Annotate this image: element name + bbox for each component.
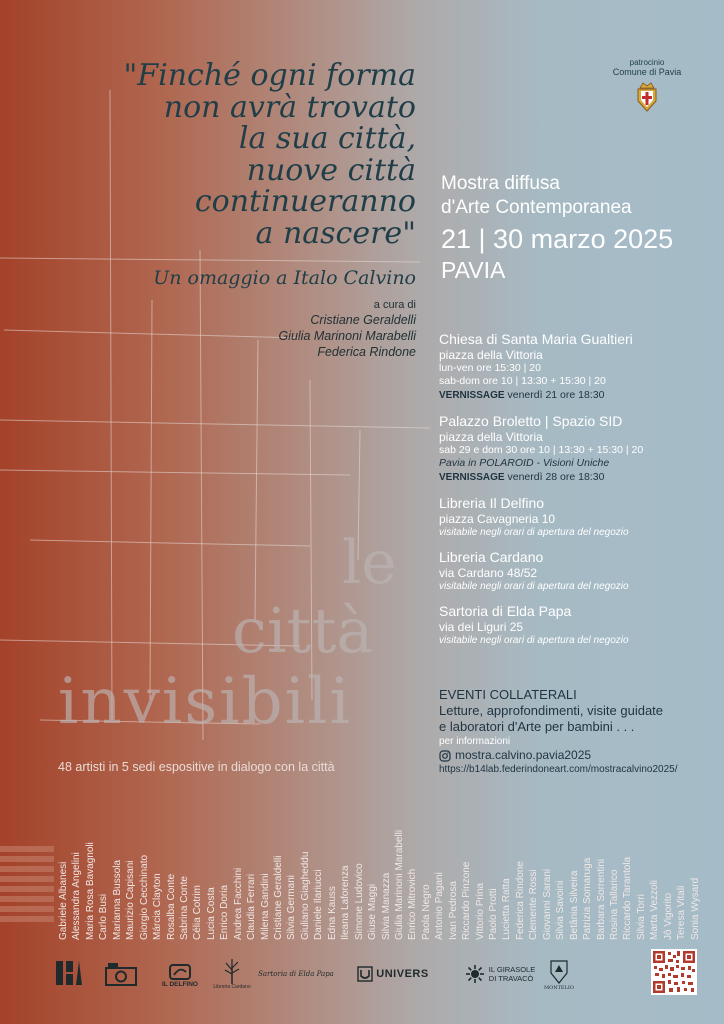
tagline: 48 artisti in 5 sedi espositive in dialogo con la città bbox=[58, 760, 335, 774]
artist-name: Paolo Protti bbox=[488, 888, 499, 940]
artist-name: Silvia Germani bbox=[286, 874, 298, 940]
artist-item bbox=[688, 812, 701, 940]
quote-block bbox=[16, 60, 416, 249]
venue-note: visitabile negli orari di apertura del negozio bbox=[439, 527, 629, 538]
artist-item bbox=[634, 812, 647, 940]
artist-name: Giovanni Sarani bbox=[541, 868, 553, 940]
sunflower-icon bbox=[465, 964, 485, 984]
artist-item bbox=[298, 812, 311, 940]
artist-name: Rosalba Conte bbox=[165, 873, 177, 940]
patronage-name: Comune di Pavia bbox=[612, 67, 682, 77]
artist-name: Paola Negro bbox=[420, 884, 432, 940]
artist-item bbox=[607, 812, 620, 940]
event-dates: 21 | 30 marzo 2025 bbox=[441, 224, 674, 254]
artist-name: Marianna Bussola bbox=[111, 859, 123, 940]
website-link[interactable]: https://b14lab.federindoneart.com/mostracalvino2025/ bbox=[439, 764, 678, 775]
artist-name: Marta Vezzoli bbox=[649, 879, 661, 940]
artist-item bbox=[150, 812, 163, 940]
vernissage-label: VERNISSAGE bbox=[439, 472, 505, 483]
quote-line: "Finché ogni forma bbox=[123, 58, 416, 93]
artist-name: Giuliano Giagheddu bbox=[299, 851, 311, 940]
venue-item bbox=[439, 548, 719, 593]
artist-name: Clemente Rossi bbox=[528, 869, 540, 940]
artist-item bbox=[513, 812, 526, 940]
sartoria-logo: Sartoria di Elda Papa bbox=[258, 970, 334, 978]
venue-name: Libreria Cardano bbox=[439, 549, 544, 565]
artist-item bbox=[271, 812, 284, 940]
venue-vernissage bbox=[439, 470, 719, 485]
artist-name: Gabriele Albanesi bbox=[58, 861, 69, 940]
artist-item bbox=[432, 812, 445, 940]
quote-line: non avrà trovato bbox=[163, 89, 416, 125]
artist-item bbox=[594, 812, 607, 940]
artist-item bbox=[674, 812, 687, 940]
artist-item bbox=[486, 812, 499, 940]
curator-name: Federica Rindone bbox=[317, 345, 416, 359]
subtitle: Un omaggio a Italo Calvino bbox=[153, 267, 416, 289]
event-type-line: Mostra diffusa bbox=[441, 173, 560, 194]
collateral-events bbox=[439, 687, 719, 777]
artist-name: Jô Vigorito bbox=[662, 892, 674, 940]
artist-name: Lucietta Ratta bbox=[501, 878, 513, 940]
montelio-logo bbox=[536, 952, 582, 996]
b14lab-logo bbox=[54, 958, 84, 988]
stripes-decoration bbox=[0, 846, 54, 930]
patronage-label: patrocinio bbox=[629, 58, 665, 67]
artist-name: Rosina Tallarico bbox=[608, 869, 620, 940]
artist-name: Silvia Torri bbox=[635, 894, 647, 940]
venue-address: piazza Cavagneria 10 bbox=[439, 512, 556, 526]
artist-item bbox=[83, 812, 96, 940]
artist-name: Barbara Sorrentini bbox=[595, 858, 607, 940]
vernissage-date: venerdì 21 ore 18:30 bbox=[507, 389, 605, 401]
collateral-description: Letture, approfondimenti, visite guidate bbox=[439, 703, 664, 718]
venue-hours: lun-ven ore 15:30 | 20 bbox=[439, 362, 541, 374]
artist-item bbox=[553, 812, 566, 940]
qr-code[interactable] bbox=[651, 949, 697, 995]
girasole-logo bbox=[452, 962, 548, 986]
venue-address: piazza della Vittoria bbox=[439, 348, 543, 362]
venue-name: Libreria Il Delfino bbox=[439, 495, 545, 511]
quote-line: nuove città bbox=[246, 152, 416, 188]
venue-item bbox=[439, 494, 719, 539]
artist-name: Cristiane Geraldelli bbox=[273, 855, 284, 940]
artist-item bbox=[56, 812, 69, 940]
event-city: PAVIA bbox=[441, 257, 506, 283]
artist-name: Alessandra Angelini bbox=[71, 852, 83, 940]
quote-line: la sua città, bbox=[238, 121, 416, 156]
artist-item bbox=[164, 812, 177, 940]
venue-address: via dei Liguri 25 bbox=[439, 620, 524, 634]
venue-hours: sab-dom ore 10 | 13:30 + 15:30 | 20 bbox=[439, 375, 606, 387]
artist-name: Simone Ludovico bbox=[353, 863, 365, 940]
curator-name: Giulia Marinoni Marabelli bbox=[278, 329, 416, 343]
artist-item bbox=[365, 812, 378, 940]
artist-name: Federica Rindone bbox=[514, 861, 526, 940]
artist-item bbox=[231, 812, 244, 940]
artist-item bbox=[284, 812, 297, 940]
artist-item bbox=[69, 812, 82, 940]
univers-logo bbox=[350, 964, 436, 984]
artist-item bbox=[204, 812, 217, 940]
venue-item bbox=[439, 412, 719, 485]
artist-item bbox=[540, 812, 553, 940]
artist-name: Maria Rosa Bavagnoli bbox=[84, 842, 96, 940]
artist-name: Ileana Laforenza bbox=[340, 865, 352, 940]
venue-item bbox=[439, 602, 719, 647]
artist-name: Riccardo Pinzone bbox=[461, 861, 473, 940]
artist-name: Giulia Marinoni Marabelli bbox=[393, 829, 405, 940]
artist-item bbox=[499, 812, 512, 940]
collateral-description: e laboratori d'Arte per bambini . . . bbox=[439, 719, 635, 734]
artist-item bbox=[258, 812, 271, 940]
venue-note: visitabile negli orari di apertura del negozio bbox=[439, 635, 629, 646]
info-label: per informazioni bbox=[439, 736, 511, 747]
venue-item bbox=[439, 330, 719, 403]
artist-name: Giuse Maggi bbox=[367, 883, 379, 940]
venue-name: Chiesa di Santa Maria Gualtieri bbox=[439, 331, 633, 347]
artist-name: Betânia Silveira bbox=[568, 870, 580, 940]
venues-list bbox=[439, 330, 719, 656]
artist-item bbox=[311, 812, 324, 940]
delfino-name: IL DELFINO bbox=[162, 980, 198, 988]
venue-address: via Cardano 48/52 bbox=[439, 566, 538, 580]
artist-item bbox=[96, 812, 109, 940]
artist-item bbox=[580, 812, 593, 940]
girasole-text bbox=[489, 965, 535, 983]
curated-label: a cura di bbox=[373, 299, 416, 311]
artist-item bbox=[459, 812, 472, 940]
artist-name: Riccardo Tarantola bbox=[622, 856, 634, 940]
delfino-logo bbox=[158, 958, 202, 992]
artist-name: Silvia Savoini bbox=[555, 880, 567, 940]
curator-name: Cristiane Geraldelli bbox=[310, 313, 416, 327]
artist-item bbox=[405, 812, 418, 940]
quote-line: a nascere" bbox=[255, 215, 416, 251]
event-title-block bbox=[441, 172, 673, 284]
artist-item bbox=[567, 812, 580, 940]
venue-vernissage bbox=[439, 388, 719, 403]
artist-name: Teresa Vitali bbox=[676, 885, 688, 940]
vernissage-date: venerdì 28 ore 18:30 bbox=[507, 471, 605, 483]
title-word: invisibili bbox=[58, 665, 352, 739]
venue-name: Sartoria di Elda Papa bbox=[439, 603, 572, 619]
artists-list bbox=[56, 812, 716, 940]
artist-item bbox=[473, 812, 486, 940]
cardano-name: Libreria Cardano bbox=[213, 984, 251, 990]
univers-name: UNIVERS bbox=[376, 968, 429, 980]
camera-logo bbox=[104, 960, 138, 988]
instagram-icon bbox=[439, 750, 451, 762]
event-type-line: d'Arte Contemporanea bbox=[441, 197, 632, 218]
artist-item bbox=[325, 812, 338, 940]
delfino-icon bbox=[168, 963, 192, 981]
artist-item bbox=[419, 812, 432, 940]
artist-name: Vittorio Prina bbox=[474, 882, 486, 940]
artist-name: Márcia Clayton bbox=[152, 873, 164, 940]
artist-item bbox=[110, 812, 123, 940]
artist-name: Carlo Busi bbox=[98, 893, 110, 940]
artist-item bbox=[217, 812, 230, 940]
artist-name: Silvia Manazza bbox=[380, 872, 392, 940]
artist-item bbox=[526, 812, 539, 940]
artist-item bbox=[338, 812, 351, 940]
artist-name: Célia Cotrim bbox=[192, 884, 204, 940]
girasole-name: IL GIRASOLE bbox=[488, 965, 536, 974]
venue-name: Palazzo Broletto | Spazio SID bbox=[439, 413, 623, 429]
artist-name: Lucia Costa bbox=[205, 887, 217, 940]
artist-item bbox=[647, 812, 660, 940]
artist-item bbox=[392, 812, 405, 940]
camera-icon bbox=[104, 960, 138, 988]
montelio-name: MONTELIO bbox=[544, 985, 574, 991]
artist-name: Edna Kauss bbox=[326, 886, 338, 940]
collateral-heading: EVENTI COLLATERALI bbox=[439, 687, 577, 702]
artist-name: Ivan Pedrosa bbox=[447, 881, 459, 940]
artist-item bbox=[620, 812, 633, 940]
cardano-logo bbox=[212, 950, 252, 998]
artist-name: Maurizio Capisani bbox=[125, 860, 137, 940]
artist-item bbox=[123, 812, 136, 940]
artist-item bbox=[446, 812, 459, 940]
title-word: le bbox=[342, 528, 397, 598]
artist-name: Antonio Pagani bbox=[434, 872, 446, 940]
montelio-crest-icon bbox=[548, 957, 570, 985]
artist-name: Andrea Facchini bbox=[232, 867, 244, 940]
artist-name: Enrico Doria bbox=[219, 884, 231, 940]
artist-name: Giorgio Cecchinato bbox=[138, 854, 150, 940]
artist-name: Milena Gandini bbox=[259, 873, 271, 940]
venue-note: visitabile negli orari di apertura del negozio bbox=[439, 581, 629, 592]
b14lab-icon bbox=[54, 958, 84, 988]
artist-item bbox=[137, 812, 150, 940]
artist-item bbox=[244, 812, 257, 940]
venue-address: piazza della Vittoria bbox=[439, 430, 543, 444]
univers-icon bbox=[357, 966, 373, 982]
tree-icon bbox=[222, 958, 242, 984]
patronage-block bbox=[602, 58, 692, 118]
artist-name: Sonia Wysard bbox=[689, 877, 701, 940]
venue-hours: sab 29 e dom 30 ore 10 | 13:30 + 15:30 | 20 bbox=[439, 444, 644, 456]
artist-item bbox=[177, 812, 190, 940]
venue-special-event: Pavia in POLAROID - Visioni Uniche bbox=[439, 457, 610, 469]
girasole-place: DI TRAVACÒ bbox=[488, 974, 534, 983]
artist-item bbox=[190, 812, 203, 940]
artist-item bbox=[661, 812, 674, 940]
artist-item bbox=[352, 812, 365, 940]
vernissage-label: VERNISSAGE bbox=[439, 390, 505, 401]
instagram-handle: mostra.calvino.pavia2025 bbox=[455, 748, 592, 762]
artist-name: Sabrina Conte bbox=[178, 876, 190, 940]
pavia-crest-icon bbox=[635, 81, 659, 113]
title-word: città bbox=[232, 594, 374, 667]
artist-item bbox=[379, 812, 392, 940]
instagram-handle-row[interactable] bbox=[439, 748, 719, 763]
curators-block bbox=[56, 298, 416, 360]
artist-name: Enrico Mitrovich bbox=[407, 868, 419, 940]
sponsor-logos bbox=[50, 950, 700, 998]
artist-name: Daniele Ilariucci bbox=[313, 869, 325, 940]
artist-name: Patrizia Somaruga bbox=[582, 857, 594, 940]
quote-line: continueranno bbox=[194, 184, 416, 219]
artist-name: Claudia Ferrari bbox=[246, 873, 258, 940]
